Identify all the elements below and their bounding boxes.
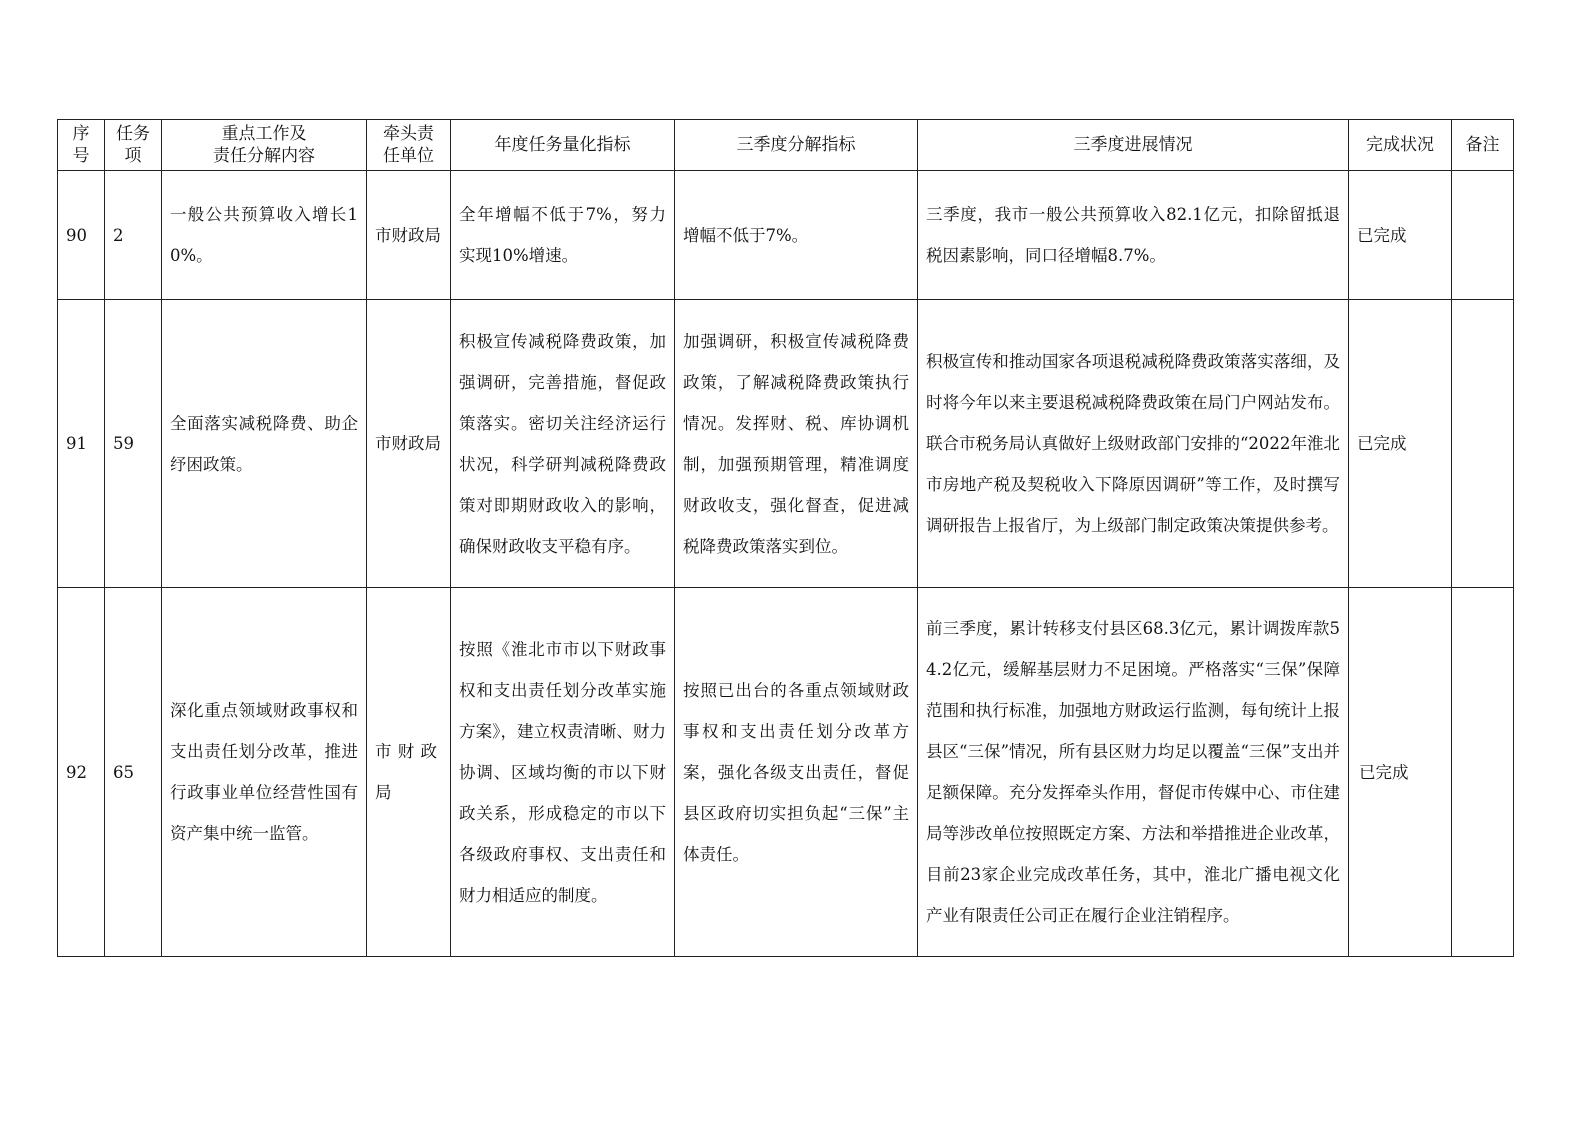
header-q3-progress: 三季度进展情况 — [918, 120, 1349, 171]
header-status: 完成状况 — [1349, 120, 1452, 171]
table-row — [58, 588, 1514, 957]
task-progress-table — [57, 119, 1514, 957]
q3-indicator-cell: 增幅不低于7%。 — [675, 171, 918, 300]
key-work-cell: 深化重点领域财政事权和支出责任划分改革，推进行政事业单位经营性国有资产集中统一监管。 — [162, 588, 367, 957]
header-key-work: 重点工作及 责任分解内容 — [162, 120, 367, 171]
status-cell: 已完成 — [1349, 171, 1452, 300]
q3-progress-cell: 三季度，我市一般公共预算收入82.1亿元，扣除留抵退税因素影响，同口径增幅8.7%。 — [918, 171, 1349, 300]
task-item-cell: 65 — [105, 588, 162, 957]
q3-indicator-cell: 按照已出台的各重点领域财政事权和支出责任划分改革方案，强化各级支出责任，督促县区政府切实担负起“三保”主体责任。 — [675, 588, 918, 957]
lead-unit-cell: 市财政局 — [367, 171, 451, 300]
key-work-cell: 全面落实减税降费、助企纾困政策。 — [162, 300, 367, 588]
remarks-cell — [1452, 300, 1514, 588]
header-task-item: 任务项 — [105, 120, 162, 171]
seq-cell: 91 — [58, 300, 105, 588]
q3-progress-cell: 积极宣传和推动国家各项退税减税降费政策落实落细，及时将今年以来主要退税减税降费政策在局门户网站发布。联合市税务局认真做好上级财政部门安排的“2022年淮北市房地产税及契税收入下降原因调研”等工作，及时撰写调研报告上报省厅，为上级部门制定政策决策提供参考。 — [918, 300, 1349, 588]
remarks-cell — [1452, 588, 1514, 957]
header-remarks: 备注 — [1452, 120, 1514, 171]
task-item-cell: 2 — [105, 171, 162, 300]
header-lead-unit: 牵头责 任单位 — [367, 120, 451, 171]
table-row — [58, 300, 1514, 588]
annual-indicator-cell: 按照《淮北市市以下财政事权和支出责任划分改革实施方案》，建立权责清晰、财力协调、区域均衡的市以下财政关系，形成稳定的市以下各级政府事权、支出责任和财力相适应的制度。 — [451, 588, 675, 957]
q3-progress-cell: 前三季度，累计转移支付县区68.3亿元，累计调拨库款54.2亿元，缓解基层财力不足困境。严格落实“三保”保障范围和执行标准，加强地方财政运行监测，每旬统计上报县区“三保”情况，所有县区财力均足以覆盖“三保”支出并足额保障。充分发挥牵头作用，督促市传媒中心、市住建局等涉改单位按照既定方案、方法和举措推进企业改革，目前23家企业完成改革任务，其中，淮北广播电视文化产业有限责任公司正在履行企业注销程序。 — [918, 588, 1349, 957]
annual-indicator-cell: 积极宣传减税降费政策，加强调研，完善措施，督促政策落实。密切关注经济运行状况，科学研判减税降费政策对即期财政收入的影响，确保财政收支平稳有序。 — [451, 300, 675, 588]
status-cell: 已完成 — [1349, 300, 1452, 588]
lead-unit-cell: 市财政局 — [367, 588, 451, 957]
table-row — [58, 171, 1514, 300]
remarks-cell — [1452, 171, 1514, 300]
header-seq: 序 号 — [58, 120, 105, 171]
status-cell: 已完成 — [1349, 588, 1452, 957]
seq-cell: 92 — [58, 588, 105, 957]
header-row — [58, 120, 1514, 171]
header-q3-indicator: 三季度分解指标 — [675, 120, 918, 171]
seq-cell: 90 — [58, 171, 105, 300]
key-work-cell: 一般公共预算收入增长10%。 — [162, 171, 367, 300]
q3-indicator-cell: 加强调研，积极宣传减税降费政策，了解减税降费政策执行情况。发挥财、税、库协调机制，加强预期管理，精准调度财政收支，强化督查，促进减税降费政策落实到位。 — [675, 300, 918, 588]
annual-indicator-cell: 全年增幅不低于7%，努力实现10%增速。 — [451, 171, 675, 300]
task-item-cell: 59 — [105, 300, 162, 588]
lead-unit-cell: 市财政局 — [367, 300, 451, 588]
header-annual-indicator: 年度任务量化指标 — [451, 120, 675, 171]
